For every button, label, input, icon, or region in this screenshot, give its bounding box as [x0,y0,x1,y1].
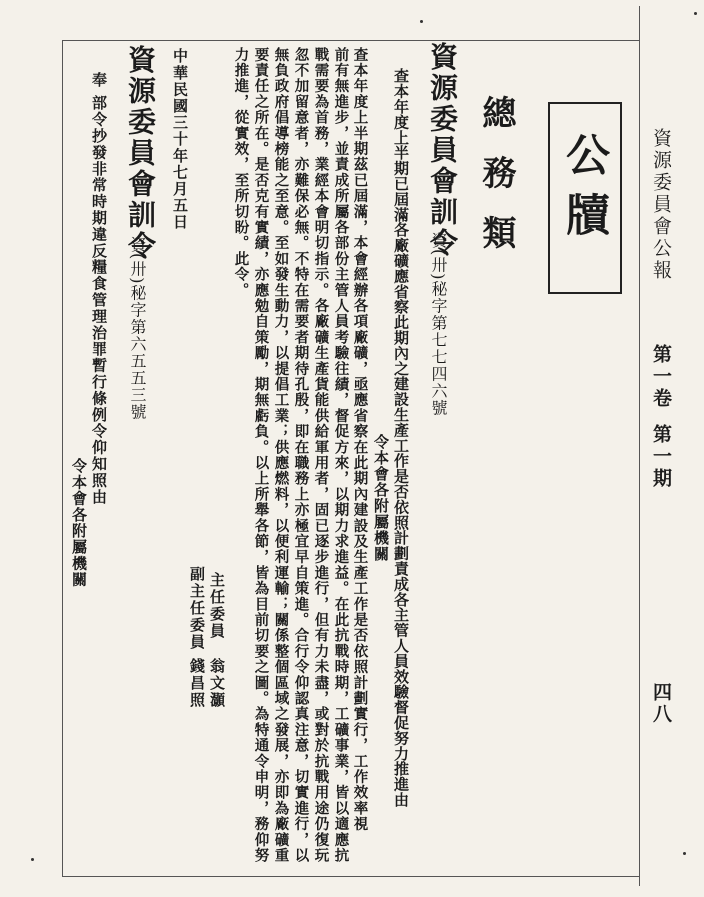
order1-addressee: 令本會各附屬機關 [372,434,390,562]
outer-frame-bottom [62,876,640,877]
section-subcategory: 總務類 [476,95,516,275]
order1-body-line-2: 前有無進步，並責成所屬各部份主管人員考驗往績，督促方來，以期力求進益。在此抗戰時期，工礦事業，皆以適應抗 [332,47,350,864]
order2-title: 資源委員會訓令 [124,45,157,262]
vice-chair-title: 副主任委員 [188,566,206,651]
scan-speck [694,12,697,15]
order1-body-line-6: 要責任之所在。是否克有實績，亦應勉自策勵，期無虧負。以上所舉各節，皆為目前切要之圖。為特通令申明，務仰努 [252,47,270,864]
margin-issue: 第一期 [650,424,672,490]
margin-page-number: 四八 [650,682,672,726]
order1-date: 中華民國三十年七月五日 [171,48,189,231]
order1-number: 資(卅)秘字第七七四六號 [429,232,448,417]
order2-number: 資(卅)秘字第六五五三號 [128,236,147,421]
order2-subject: 奉 部令抄發非常時期違反糧食管理治罪暫行條例令仰知照由 [90,72,108,506]
chair-name: 翁文灝 [208,658,226,709]
order1-subject: 查本年度上半期已屆滿各廠礦應省察此期內之建設生產工作是否依照計劃責成各主管人員效驗督促努力推進由 [392,68,410,808]
order1-body-line-5: 無負政府倡導榜能之至意。至如發生動力，以提倡工業；供應燃料，以便利運輸；關係整個區域之發展，亦即為廠礦重 [272,47,290,864]
section-category: 公牘 [558,132,609,252]
order1-body-line-7: 力推進，從實效，至所切盼。此令。 [232,47,250,299]
outer-frame-top [62,40,640,41]
outer-frame-left [62,40,63,876]
outer-frame-right [639,6,640,886]
scan-speck [683,852,686,855]
vice-chair-name: 錢昌照 [188,658,206,709]
scan-speck [31,858,34,861]
order1-body-line-1: 查本年度上半期茲已屆滿，本會經辦各項廠礦，亟應省察在此期內建設及生產工作是否依照計劃實行，工作效率視 [351,47,369,832]
chair-title: 主任委員 [208,572,226,640]
order2-addressee: 令本會各附屬機關 [70,458,88,588]
order1-body-line-3: 戰需要為首務，業經本會明切指示。各廠礦生產貨能供給軍用者，固已逐步進行，但有力未盡，或對於抗戰用途仍復玩 [312,47,330,864]
scan-speck [420,20,423,23]
margin-volume: 第一卷 [650,344,672,410]
order1-body-line-4: 忽不加留意者，亦難保必無。不特在需要者期待孔殷，即在職務上亦極宜早自策進。合行令仰認真注意，切實進行，以 [292,47,310,864]
margin-journal-title: 資源委員會公報 [650,128,672,282]
order1-title: 資源委員會訓令 [426,42,459,259]
